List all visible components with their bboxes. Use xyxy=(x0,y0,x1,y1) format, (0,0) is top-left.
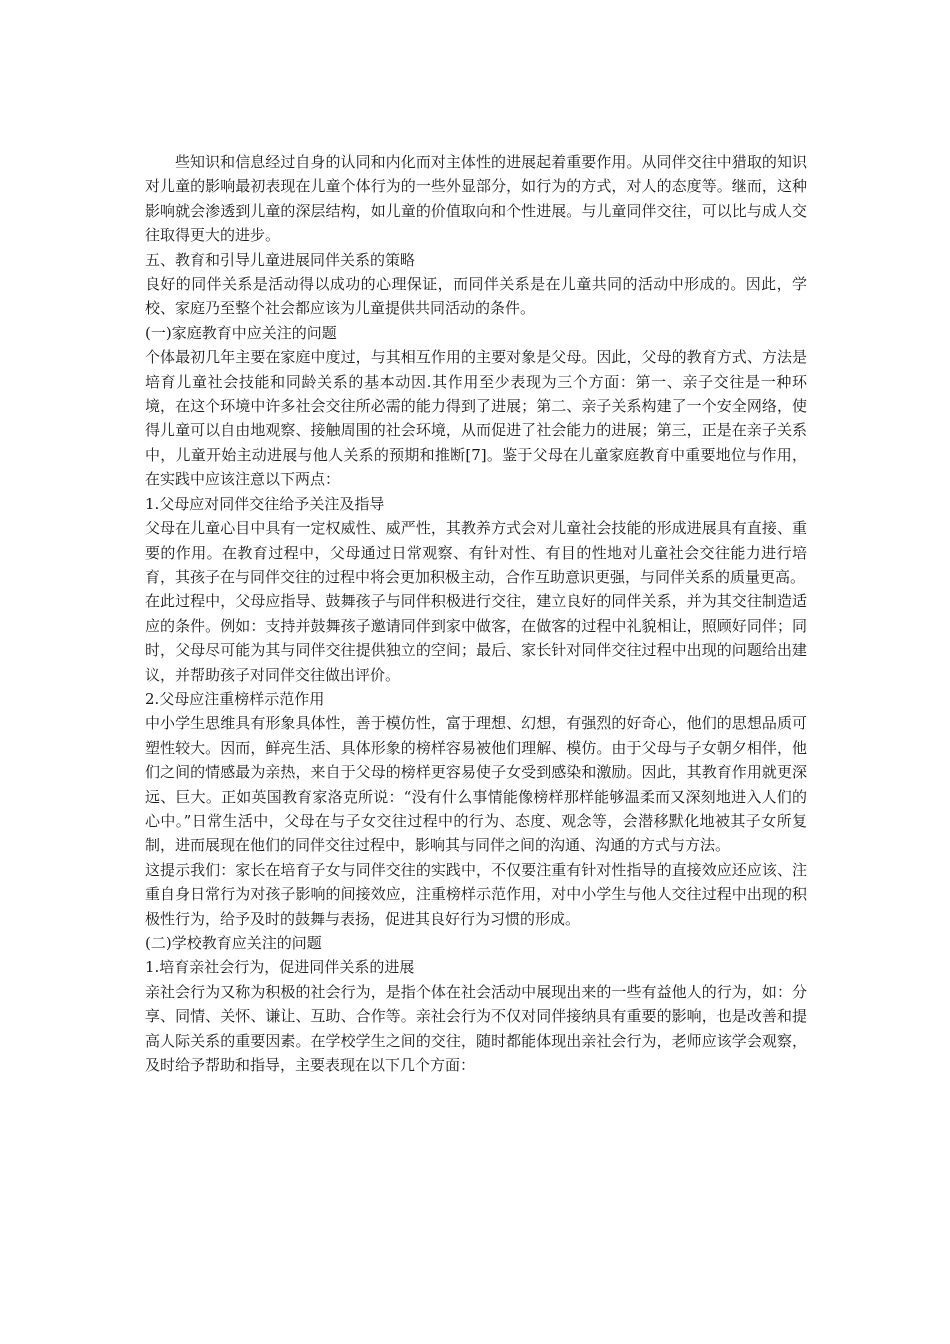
item-heading: 1.父母应对同伴交往给予关注及指导 xyxy=(145,494,385,513)
body-paragraph: 亲社会行为又称为积极的社会行为，是指个体在社会活动中展现出来的一些有益他人的行为，如：分享、同情、关怀、谦让、互助、合作等。亲社会行为不仅对同伴接纳具有重要的影响，也是改善和提高人际关系的重要因素。在学校学生之间的交往，随时都能体现出亲社会行为，老师应该学会观察，及时给予帮助和指导，主要表现在以下几个方面： xyxy=(145,982,807,1075)
body-paragraph: 在此过程中，父母应指导、鼓舞孩子与同伴积极进行交往，建立良好的同伴关系，并为其交往制造适应的条件。例如：支持并鼓舞孩子邀请同伴到家中做客，在做客的过程中礼貌相让，照顾好同伴；同时，父母尽可能为其与同伴交往提供独立的空间；最后、家长针对同伴交往过程中出现的问题给出建议，并帮助孩子对同伴交往做出评价。 xyxy=(145,592,807,684)
document-body xyxy=(145,150,807,1077)
body-paragraph: 父母在儿童心目中具有一定权威性、威严性，其教养方式会对儿童社会技能的形成进展具有直接、重要的作用。在教育过程中，父母通过日常观察、有针对性、有目的性地对儿童社会交往能力进行培育，其孩子在与同伴交往的过程中将会更加积极主动，合作互助意识更强，与同伴关系的质量更高。 xyxy=(145,519,807,586)
body-paragraph: 中小学生思维具有形象具体性，善于模仿性，富于理想、幻想，有强烈的好奇心，他们的思想品质可塑性较大。因而，鲜亮生活、具体形象的榜样容易被他们理解、模仿。由于父母与子女朝夕相伴，他们之间的情感最为亲热，来自于父母的榜样更容易使子女受到感染和激励。因此，其教育作用就更深远、巨大。正如英国教育家洛克所说：“没有什么事情能像榜样那样能够温柔而又深刻地进入人们的心中。”日常生活中，父母在与子女交往过程中的行为、态度、观念等，会潜移默化地被其子女所复制，进而展现在他们的同伴交往过程中，影响其与同伴之间的沟通、沟通的方式与方法。 xyxy=(145,714,807,855)
body-paragraph: 个体最初几年主要在家庭中度过，与其相互作用的主要对象是父母。因此，父母的教育方式、方法是培育儿童社会技能和同龄关系的基本动因.其作用至少表现为三个方面：第一、亲子交往是一种环境，在这个环境中许多社会交往所必需的能力得到了进展；第二、亲子关系构建了一个安全网络，使得儿童可以自由地观察、接触周围的社会环境，从而促进了社会能力的进展；第三，正是在亲子关系中，儿童开始主动进展与他人关系的预期和推断[7]。鉴于父母在儿童家庭教育中重要地位与作用，在实践中应该注意以下两点： xyxy=(145,348,807,489)
section-heading: 五、教育和引导儿童进展同伴关系的策略 xyxy=(145,250,416,269)
subsection-heading: (一)家庭教育中应关注的问题 xyxy=(145,323,337,342)
item-heading: 2.父母应注重榜样示范作用 xyxy=(145,689,325,708)
body-paragraph: 些知识和信息经过自身的认同和内化而对主体性的进展起着重要作用。从同伴交往中猎取的知识对儿童的影响最初表现在儿童个体行为的一些外显部分，如行为的方式，对人的态度等。继而，这种影响就会渗透到儿童的深层结构，如儿童的价值取向和个性进展。与儿童同伴交往，可以比与成人交往取得更大的进步。 xyxy=(145,153,807,245)
subsection-heading: (二)学校教育应关注的问题 xyxy=(145,934,322,952)
body-paragraph: 这提示我们：家长在培育子女与同伴交往的实践中，不仅要注重有针对性指导的直接效应还应该、注重自身日常行为对孩子影响的间接效应，注重榜样示范作用，对中小学生与他人交往过程中出现的积极性行为，给予及时的鼓舞与表扬，促进其良好行为习惯的形成。 xyxy=(145,860,807,928)
body-paragraph: 良好的同伴关系是活动得以成功的心理保证，而同伴关系是在儿童共同的活动中形成的。因此，学校、家庭乃至整个社会都应该为儿童提供共同活动的条件。 xyxy=(145,275,807,318)
item-heading: 1.培育亲社会行为，促进同伴关系的进展 xyxy=(145,958,415,977)
